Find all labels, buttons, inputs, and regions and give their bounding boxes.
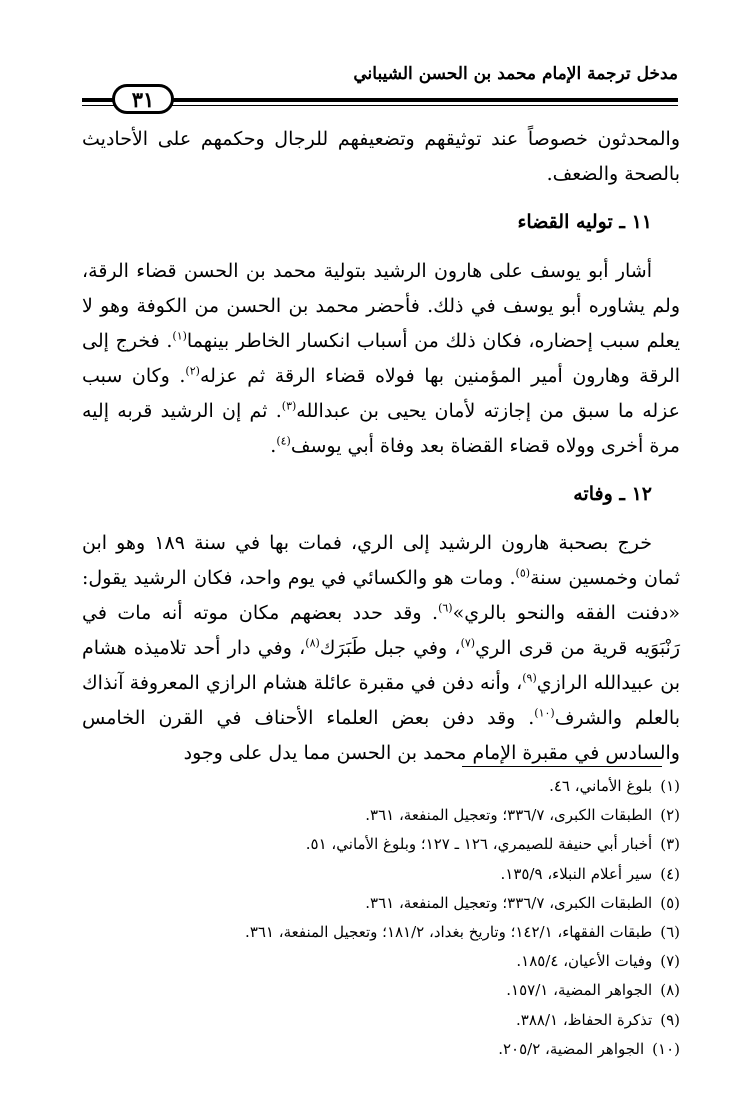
footnote-ref-1[interactable]: (١) [172,329,187,343]
footnote-ref-10[interactable]: (١٠) [534,706,555,720]
footnote-ref-3[interactable]: (٣) [281,399,297,413]
footnote-number: (٤) [660,864,680,883]
footnote-ref-8[interactable]: (٨) [305,636,320,650]
footnote-number: (٦) [660,923,680,942]
footnote-text: أخبار أبي حنيفة للصيمري، ١٢٦ ـ ١٢٧؛ وبلوغ الأماني، ٥١. [305,835,653,854]
footnote-ref-7[interactable]: (٧) [460,636,476,650]
footnote-item [82,947,680,976]
footnote-text: الطبقات الكبرى، ٣٣٦/٧؛ وتعجيل المنفعة، ٣٦١. [365,893,653,912]
running-title: مدخل ترجمة الإمام محمد بن الحسن الشيباني [353,64,678,84]
footnote-number: (٢) [660,806,680,825]
section-heading-12: ١٢ ـ وفاته [573,483,652,505]
page-header [82,58,678,118]
footnote-item [82,860,680,889]
footnote-ref-5[interactable]: (٥) [515,566,531,580]
paragraph-judgeship: أشار أبو يوسف على هارون الرشيد بتولية محمد بن الحسن قضاء الرقة، ولم يشاوره أبو يوسف في ذلك. فأحضر محمد بن الحسن من الكوفة وهو لا يعلم سبب إحضاره، فكان ذلك من أسباب انكسار الخاطر بينهما$^{(١)}$. فخرج إلى الرقة وهارون أمير المؤمنين بها فولاه قضاء الرقة ثم عزله$^{(٢)}$. وكان سبب عزله ما سبق من إجازته لأمان يحيى بن عبدالله$^{(٣)}$. ثم إن الرشيد قربه إليه مرة أخرى وولاه قضاء القضاة بعد وفاة أبي يوسف$^{(٤)}$. [82,260,681,457]
footnote-text: بلوغ الأماني، ٤٦. [549,777,653,795]
footnote-text: طبقات الفقهاء، ١٤٢/١؛ وتاريخ بغداد، ١٨١/٢؛ وتعجيل المنفعة، ٣٦١. [245,923,653,942]
footnote-text: الجواهر المضية، ٢٠٥/٢. [498,1039,645,1058]
footnote-number: (٣) [660,835,680,854]
footnote-text: الطبقات الكبرى، ٣٣٦/٧؛ وتعجيل المنفعة، ٣٦١. [365,806,653,825]
footnote-item [82,1035,680,1064]
footnote-item [82,976,680,1005]
footnote-separator [462,766,662,767]
footnote-number: (١٠) [652,1039,680,1058]
footnote-text: الجواهر المضية، ١٥٧/١. [506,981,653,1000]
footnote-number: (٨) [660,981,680,1000]
footnotes [82,772,680,1064]
footnote-number: (١) [660,777,680,795]
paragraph-death: خرج بصحبة هارون الرشيد إلى الري، فمات بها في سنة ١٨٩ وهو ابن ثمان وخمسين سنة$^{(٥)}$. ومات هو والكسائي في يوم واحد، فكان الرشيد يقول: «دفنت الفقه والنحو بالري»$^{(٦)}$. وقد حدد بعضهم مكان موته أنه مات في رَنْبَوَيه قرية من قرى الري$^{(٧)}$، وفي جبل طَبَرَك$^{(٨)}$، وفي دار أحد تلاميذه هشام بن عبيدالله الرازي$^{(٩)}$، وأنه دفن في مقبرة عائلة هشام الرازي المعروفة آنذاك بالعلم والشرف$^{(١٠)}$. وقد دفن بعض العلماء الأحناف في القرن الخامس والسادس في مقبرة الإمام محمد بن الحسن مما يدل على وجود [82,532,681,764]
page-number: ٣١ [112,84,174,114]
main-text [82,122,680,771]
footnote-number: (٩) [660,1010,680,1029]
footnote-ref-2[interactable]: (٢) [185,364,200,378]
footnote-item [82,889,680,918]
section-heading-11: ١١ ـ توليه القضاء [517,211,652,233]
footnote-number: (٧) [660,952,680,971]
footnote-ref-9[interactable]: (٩) [522,671,537,685]
footnote-item [82,1006,680,1035]
footnote-text: تذكرة الحفاظ، ٣٨٨/١. [516,1010,653,1029]
footnote-item [82,830,680,859]
footnote-ref-6[interactable]: (٦) [438,601,453,615]
footnote-number: (٥) [660,893,680,912]
footnote-ref-4[interactable]: (٤) [276,434,291,448]
footnote-item [82,772,680,801]
footnote-text: سير أعلام النبلاء، ١٣٥/٩. [500,864,653,883]
footnote-item [82,801,680,830]
footnote-item [82,918,680,947]
footnote-text: وفيات الأعيان، ١٨٥/٤. [516,952,653,971]
paragraph-continuation: والمحدثون خصوصاً عند توثيقهم وتضعيفهم للرجال وحكمهم على الأحاديث بالصحة والضعف. [82,128,680,185]
